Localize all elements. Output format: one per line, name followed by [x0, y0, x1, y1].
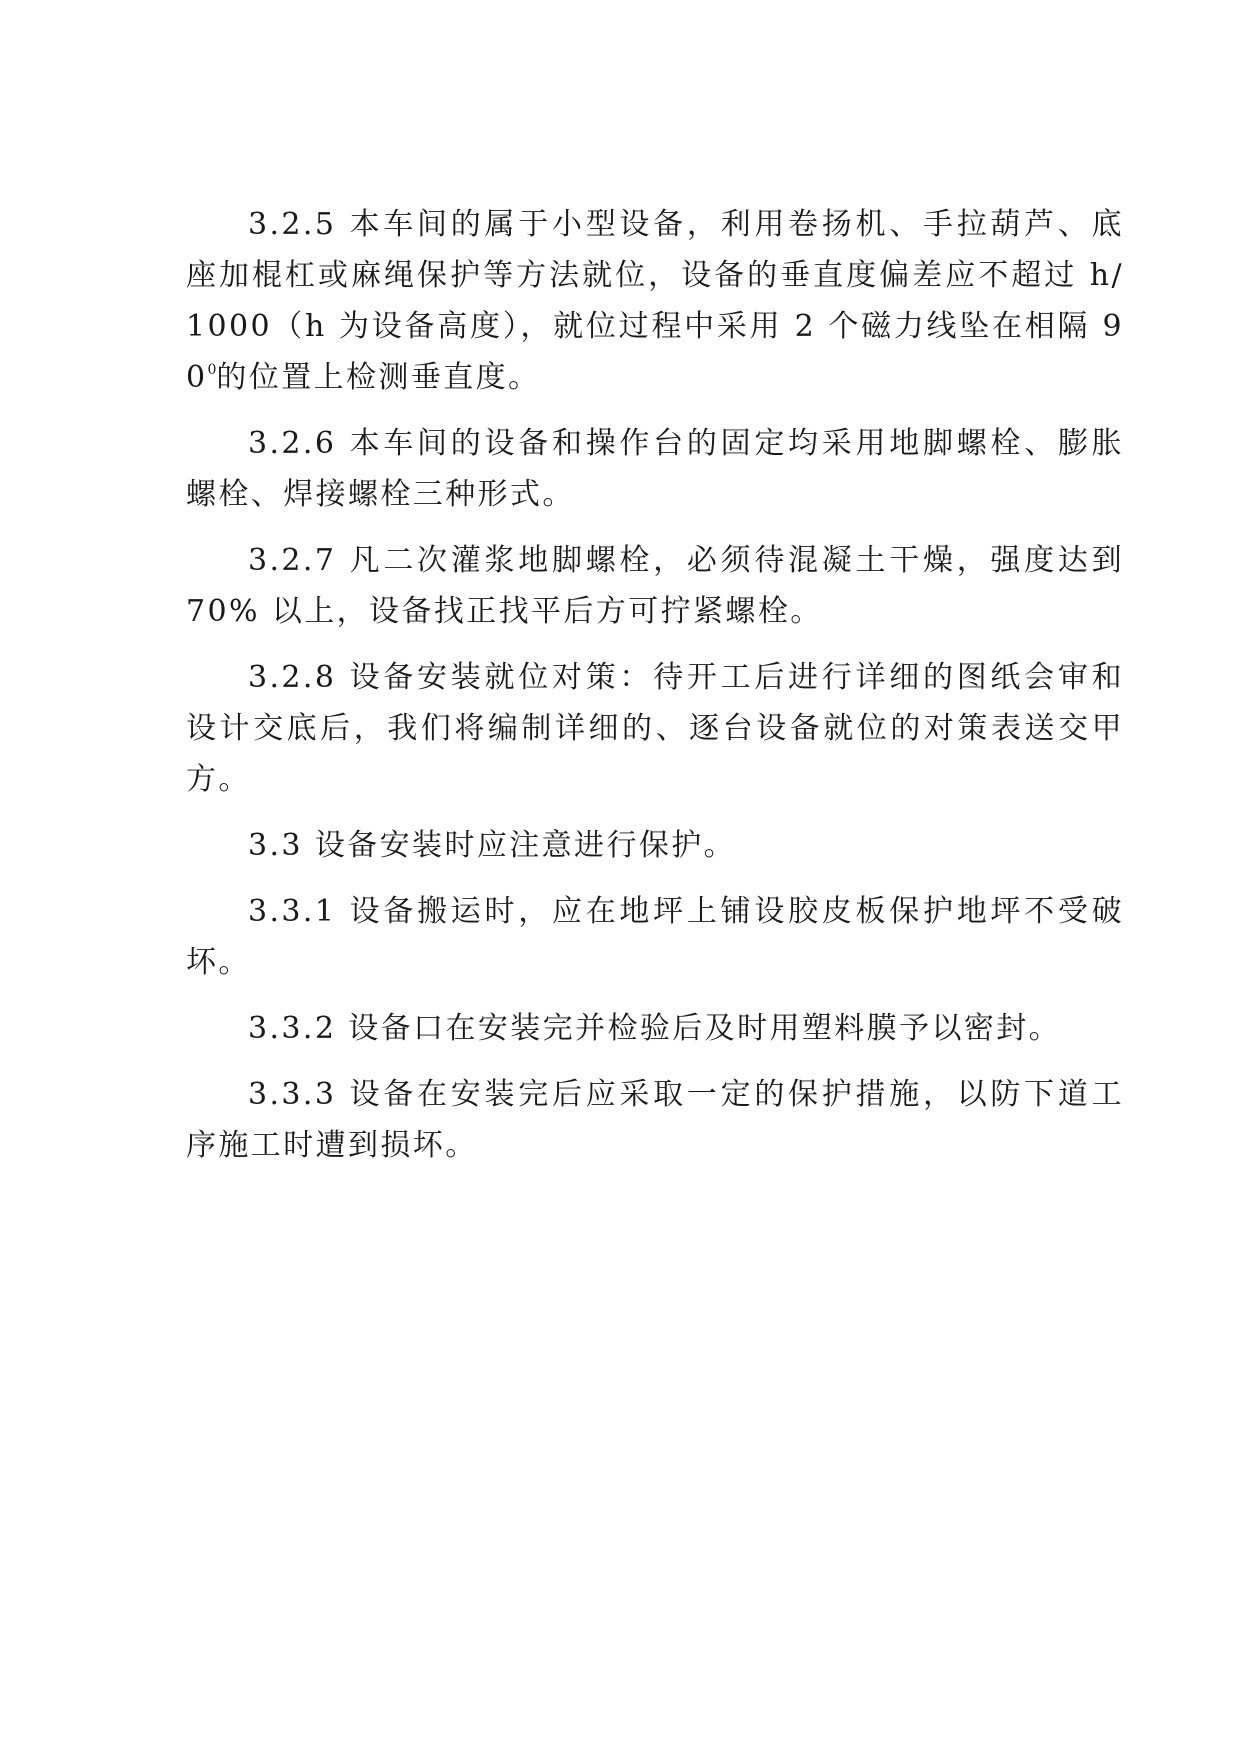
paragraph-3-2-7: 3.2.7 凡二次灌浆地脚螺栓，必须待混凝土干燥，强度达到 70% 以上，设备找正找平后方可拧紧螺栓。: [186, 543, 1124, 629]
paragraph-3-2-5-text: 3.2.5 本车间的属于小型设备，利用卷扬机、手拉葫芦、底座加棍杠或麻绳保护等方法就位，设备的垂直度偏差应不超过 h/1000（h 为设备高度），就位过程中采用 2 个磁力线坠在相隔 90: [186, 207, 1124, 395]
degree-superscript: 0: [207, 362, 217, 378]
paragraph-3-3-2: 3.3.2 设备口在安装完并检验后及时用塑料膜予以密封。: [248, 1011, 1062, 1046]
paragraph-3-2-5: [186, 199, 1124, 403]
document-body: [186, 199, 1124, 1171]
paragraph-3-3-1: 3.3.1 设备搬运时，应在地坪上铺设胶皮板保护地坪不受破坏。: [186, 894, 1124, 980]
paragraph-3-2-8: 3.2.8 设备安装就位对策：待开工后进行详细的图纸会审和设计交底后，我们将编制详细的、逐台设备就位的对策表送交甲方。: [186, 660, 1124, 797]
paragraph-3-2-6: 3.2.6 本车间的设备和操作台的固定均采用地脚螺栓、膨胀螺栓、焊接螺栓三种形式。: [186, 426, 1124, 512]
paragraph-3-3-3: 3.3.3 设备在安装完后应采取一定的保护措施，以防下道工序施工时遭到损坏。: [186, 1077, 1124, 1163]
paragraph-3-2-5-text-end: 的位置上检测垂直度。: [216, 360, 541, 395]
paragraph-3-3: 3.3 设备安装时应注意进行保护。: [248, 828, 737, 863]
